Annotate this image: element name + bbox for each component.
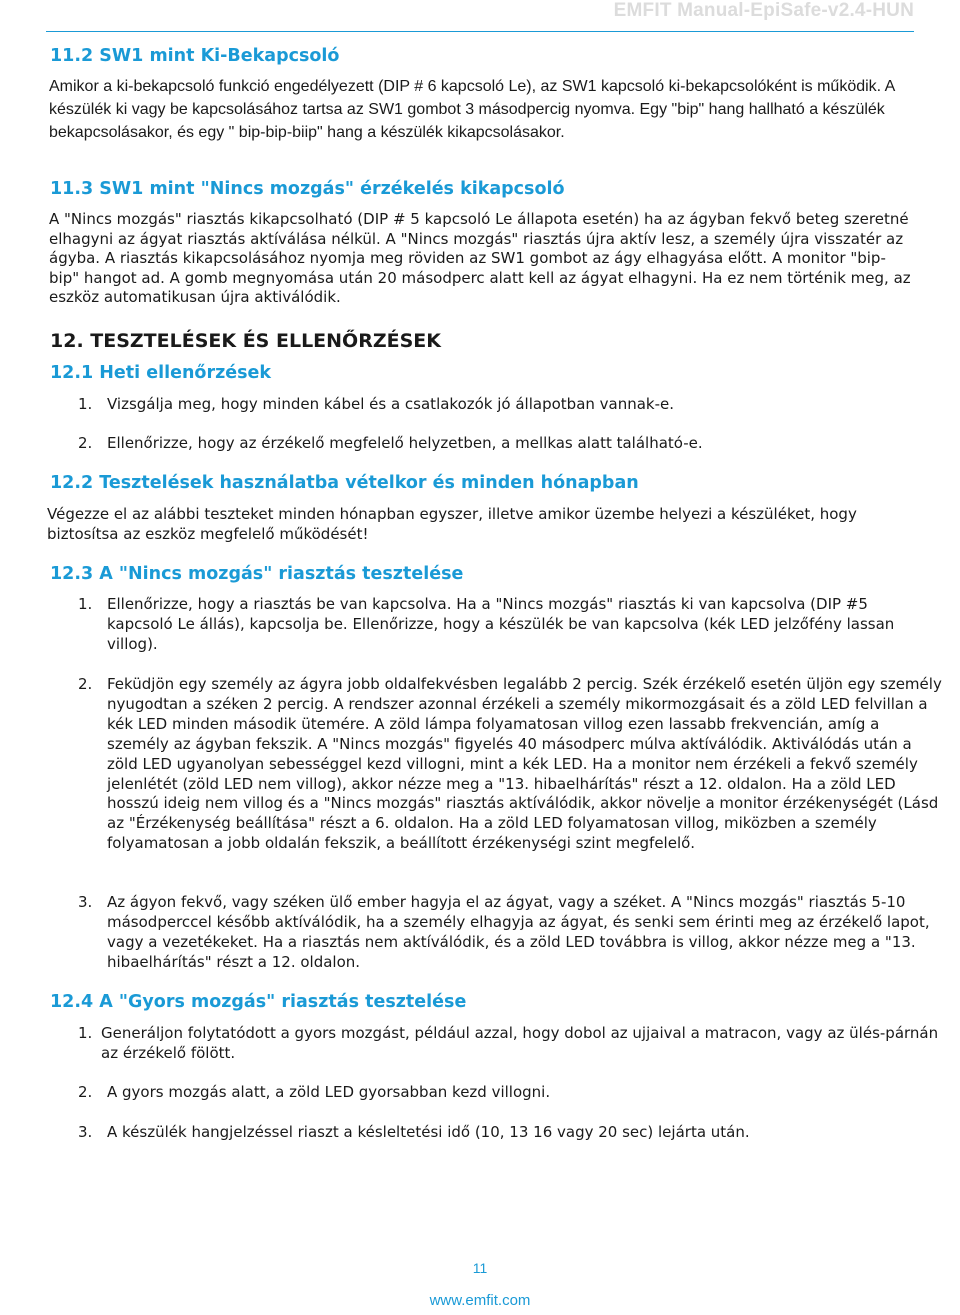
page-header-title: EMFIT Manual-EpiSafe-v2.4-HUN [613, 0, 914, 21]
list-item-number: 2. [78, 675, 93, 693]
list-item [78, 1123, 944, 1143]
section-heading-12-4: 12.4 A "Gyors mozgás" riasztás tesztelése [50, 992, 467, 1012]
section-heading-12-2: 12.2 Tesztelések használatba vételkor és minden hónapban [50, 473, 639, 493]
section-body-11-2: Amikor a ki-bekapcsoló funkció engedélyezett (DIP # 6 kapcsoló Le), az SW1 kapcsoló ki-bekapcsolóként is működik. A készülék ki vagy be kapcsolásához tartsa az SW1 gombot 3 másodpercig nyomva. Egy "bip" hang hallható a készülék bekapcsolásakor, és egy " bip-bip-biip" hang a készülék kikapcsolásakor. [49, 78, 895, 142]
list-item-text: Generáljon folytatódott a gyors mozgást, például azzal, hogy dobol az ujjaival a matracon, vagy az ülés-párnán az érzékelő fölött. [101, 1024, 939, 1062]
list-item-text: Ellenőrizze, hogy a riasztás be van kapcsolva. Ha a "Nincs mozgás" riasztás ki van kapcsolva (DIP #5 kapcsoló Le állás), kapcsolja be. Ellenőrizze, hogy a készülék be van kapcsolva (kék LED jelzőfény lassan villog). [107, 595, 895, 653]
page-number: 11 [472, 1260, 488, 1276]
list-item-text: Feküdjön egy személy az ágyra jobb oldalfekvésben legalább 2 percig. Szék érzékelő esetén üljön egy személy nyugodtan a széken 2 percig. A rendszer azonnal érzékeli a személy mikormozgásait és a zöld LED felvillan a kék LED minden második ütemére. A zöld lámpa folyamatosan villog ezen lassabb frekvencián, amíg a személy az ágyban fekszik. A "Nincs mozgás" figyelés 40 másodperc múlva aktíválódik. Aktiválódás után a zöld LED ugyanolyan sebességgel kezd villogni, mint a kék LED. Ha a monitor nem érzékeli a fekvő személy jelenlétét (zöld LED nem villog), akkor nézze meg a "13. hibaelhárítás" részt a 12. oldalon. Ha a zöld LED hosszú ideig nem villog és a "Nincs mozgás" riasztás aktíválódik, akkor növelje a monitor érzékenységét (Lásd az "Érzékenység beállítása" részt a 6. oldalon. Ha a zöld LED folyamatosan villog, miközben a személy folyamatosan a jobb oldalán fekszik, a beállított érzékenységi szint megfelelő. [107, 675, 942, 853]
list-item-number: 1. [78, 595, 93, 613]
section-heading-11-2: 11.2 SW1 mint Ki-Bekapcsoló [50, 46, 340, 66]
header-rule [46, 31, 914, 32]
list-item [78, 434, 944, 454]
list-item [78, 1083, 944, 1103]
list-item-number: 2. [78, 434, 93, 452]
section-body-11-3: A "Nincs mozgás" riasztás kikapcsolható (DIP # 5 kapcsoló Le állapota esetén) ha az ágyban fekvő beteg szeretné elhagyni az ágyat riasztás aktíválása nélkül. A "Nincs mozgás" riasztás újra aktív lesz, a személy újra visszatér az ágyba. A riasztás kikapcsolásához nyomja meg röviden az SW1 gombot az ágy elhagyása előtt. A monitor "bip-bip" hangot ad. A gomb megnyomása után 20 másodperc alatt kell az ágyat elhagyni. Ha ez nem történik meg, az eszköz automatikusan újra aktiválódik. [49, 210, 911, 307]
list-item [78, 595, 928, 655]
list-item [78, 1024, 944, 1064]
list-item-text: A gyors mozgás alatt, a zöld LED gyorsabban kezd villogni. [107, 1083, 551, 1101]
list-item-number: 2. [78, 1083, 93, 1101]
list-item [78, 893, 944, 973]
chapter-heading-12: 12. TESZTELÉSEK ÉS ELLENŐRZÉSEK [50, 330, 441, 352]
section-heading-12-1: 12.1 Heti ellenőrzések [50, 363, 272, 383]
list-item-text: A készülék hangjelzéssel riaszt a késleltetési idő (10, 13 16 vagy 20 sec) lejárta után. [107, 1123, 750, 1141]
list-item-text: Ellenőrizze, hogy az érzékelő megfelelő helyzetben, a mellkas alatt található-e. [107, 434, 703, 452]
list-item-number: 1. [78, 1024, 93, 1042]
section-heading-11-3: 11.3 SW1 mint "Nincs mozgás" érzékelés kikapcsoló [50, 179, 565, 199]
list-item-text: Az ágyon fekvő, vagy széken ülő ember hagyja el az ágyat, vagy a széket. A "Nincs mozgás" riasztás 5-10 másodperccel később aktíválódik, ha a személy elhagyja az ágyat, és senki sem érinti meg az érzékelő lapot, vagy a vezetékeket. Ha a riasztás nem aktíválódik, és a zöld LED továbbra is villog, akkor nézze meg a "13. hibaelhárítás" részt a 12. oldalon. [107, 893, 930, 971]
footer-url-link[interactable]: www.emfit.com [429, 1292, 531, 1309]
list-item-number: 3. [78, 893, 93, 911]
list-item-number: 1. [78, 395, 93, 413]
list-item-number: 3. [78, 1123, 93, 1141]
list-item-text: Vizsgálja meg, hogy minden kábel és a csatlakozók jó állapotban vannak-e. [107, 395, 675, 413]
section-heading-12-3: 12.3 A "Nincs mozgás" riasztás tesztelése [50, 564, 464, 584]
list-item [78, 395, 944, 415]
section-body-12-2: Végezze el az alábbi teszteket minden hónapban egyszer, illetve amikor üzembe helyezi a készüléket, hogy biztosítsa az eszköz megfelelő működését! [47, 505, 857, 543]
list-item [78, 675, 944, 854]
